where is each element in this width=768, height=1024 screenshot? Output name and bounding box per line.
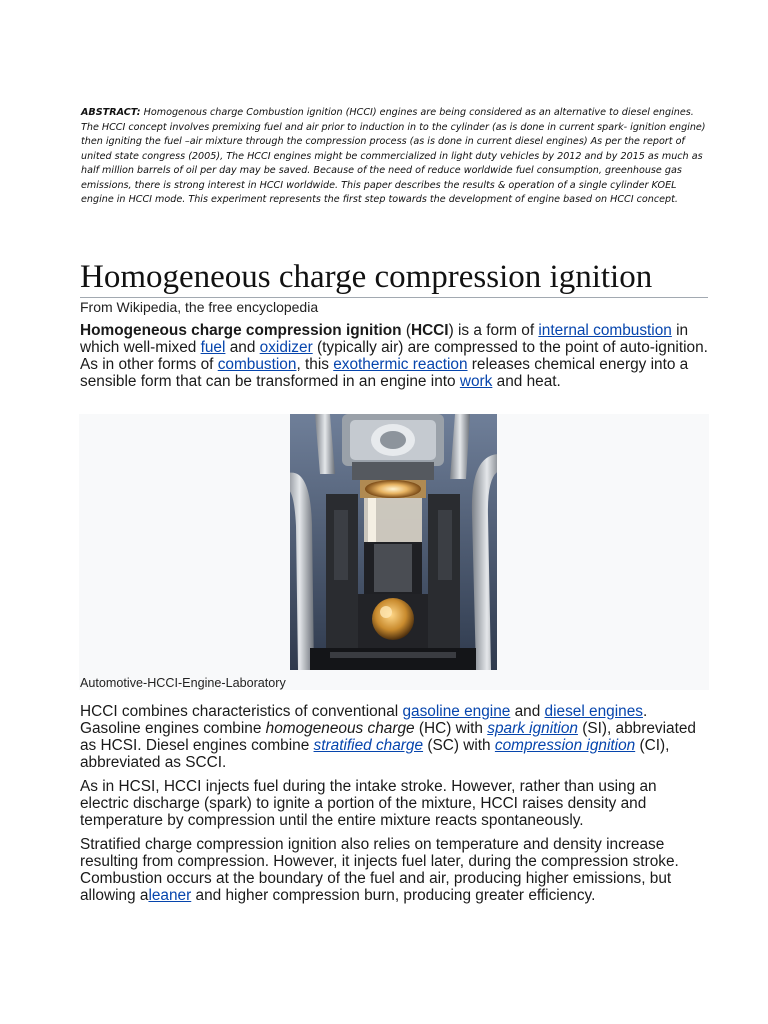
text-run: . Gasoline engines combine xyxy=(80,703,648,737)
abstract-label: ABSTRACT: xyxy=(81,107,141,118)
text-run: HCCI combines characteristics of conventional xyxy=(80,703,403,720)
emphasis-homogeneous-charge: homogeneous charge xyxy=(265,720,415,737)
paragraph-characteristics xyxy=(80,703,708,771)
bold-abbreviation: HCCI xyxy=(410,322,449,339)
article-tagline: From Wikipedia, the free encyclopedia xyxy=(80,299,319,315)
text-run: and higher compression burn, producing greater efficiency. xyxy=(191,887,596,904)
text-run: and xyxy=(510,703,545,720)
engine-figure xyxy=(79,414,709,690)
text-run: (SC) with xyxy=(423,737,495,754)
text-run: Stratified charge compression ignition also relies on temperature and density increase resulting from compression. However, it injects fuel later, during the compression stroke. Combustion occurs at the boundary of the fuel and air, producing higher emissions, but allowing a xyxy=(80,836,679,904)
link-oxidizer[interactable]: oxidizer xyxy=(259,339,313,356)
link-diesel-engines[interactable]: diesel engines xyxy=(544,703,643,720)
text-run: (SI), abbreviated as HCSI. Diesel engines combine xyxy=(80,720,696,754)
text-run: (HC) with xyxy=(414,720,488,737)
text-run: and heat. xyxy=(492,373,561,390)
text-run: ( xyxy=(401,322,411,339)
link-work[interactable]: work xyxy=(459,373,493,390)
figure-caption: Automotive-HCCI-Engine-Laboratory xyxy=(80,676,286,690)
link-compression-ignition[interactable]: compression ignition xyxy=(494,737,636,754)
article-title: Homogeneous charge compression ignition xyxy=(80,258,708,298)
paragraph-hcsi-comparison: As in HCSI, HCCI injects fuel during the intake stroke. However, rather than using an electric discharge (spark) to ignite a portion of the mixture, HCCI raises density and temperature by compression until the entire mixture reacts spontaneously. xyxy=(80,778,657,829)
text-run: and xyxy=(225,339,260,356)
text-run: in which well-mixed xyxy=(80,322,689,356)
link-combustion[interactable]: combustion xyxy=(217,356,297,373)
abstract-paragraph xyxy=(81,106,709,208)
link-fuel[interactable]: fuel xyxy=(200,339,226,356)
text-run: , this xyxy=(296,356,334,373)
bold-term: Homogeneous charge compression ignition xyxy=(80,322,402,339)
link-exothermic-reaction[interactable]: exothermic reaction xyxy=(333,356,468,373)
abstract-text: Homogenous charge Combustion ignition (HCCI) engines are being considered as an alternative to diesel engines. The HCCI concept involves premixing fuel and air prior to induction in to the cylinder (as is done in current spark- ignition engine) then igniting the fuel –air mixture through the compression process (as is done in current diesel engines) As per the report of united state congress (2005), The HCCI engines might be commercialized in light duty vehicles by 2012 and by 2015 as much as half million barrels of oil per day may be saved. Because of the need of reduce worldwide fuel consumption, greenhouse gas emissions, there is strong interest in HCCI worldwide. This paper describes the results & operation of a single cylinder KOEL engine in HCCI mode. This experiment represents the first step towards the development of engine based on HCCI concept. xyxy=(81,107,706,205)
link-internal-combustion[interactable]: internal combustion xyxy=(538,322,672,339)
link-gasoline-engine[interactable]: gasoline engine xyxy=(402,703,511,720)
link-stratified-charge[interactable]: stratified charge xyxy=(313,737,424,754)
text-run: (CI), abbreviated as SCCI. xyxy=(80,737,670,771)
hcci-engine-illustration xyxy=(290,414,497,670)
link-spark-ignition[interactable]: spark ignition xyxy=(487,720,578,737)
engine-photo[interactable] xyxy=(290,414,497,670)
paragraph-stratified-charge xyxy=(80,836,708,904)
text-run: (typically air) are compressed to the point of auto-ignition. As in other forms of xyxy=(80,339,708,373)
link-leaner[interactable]: leaner xyxy=(148,887,192,904)
intro-paragraph xyxy=(80,322,708,390)
text-run: ) is a form of xyxy=(448,322,539,339)
text-run: releases chemical energy into a sensible form that can be transformed in an engine into xyxy=(80,356,689,390)
